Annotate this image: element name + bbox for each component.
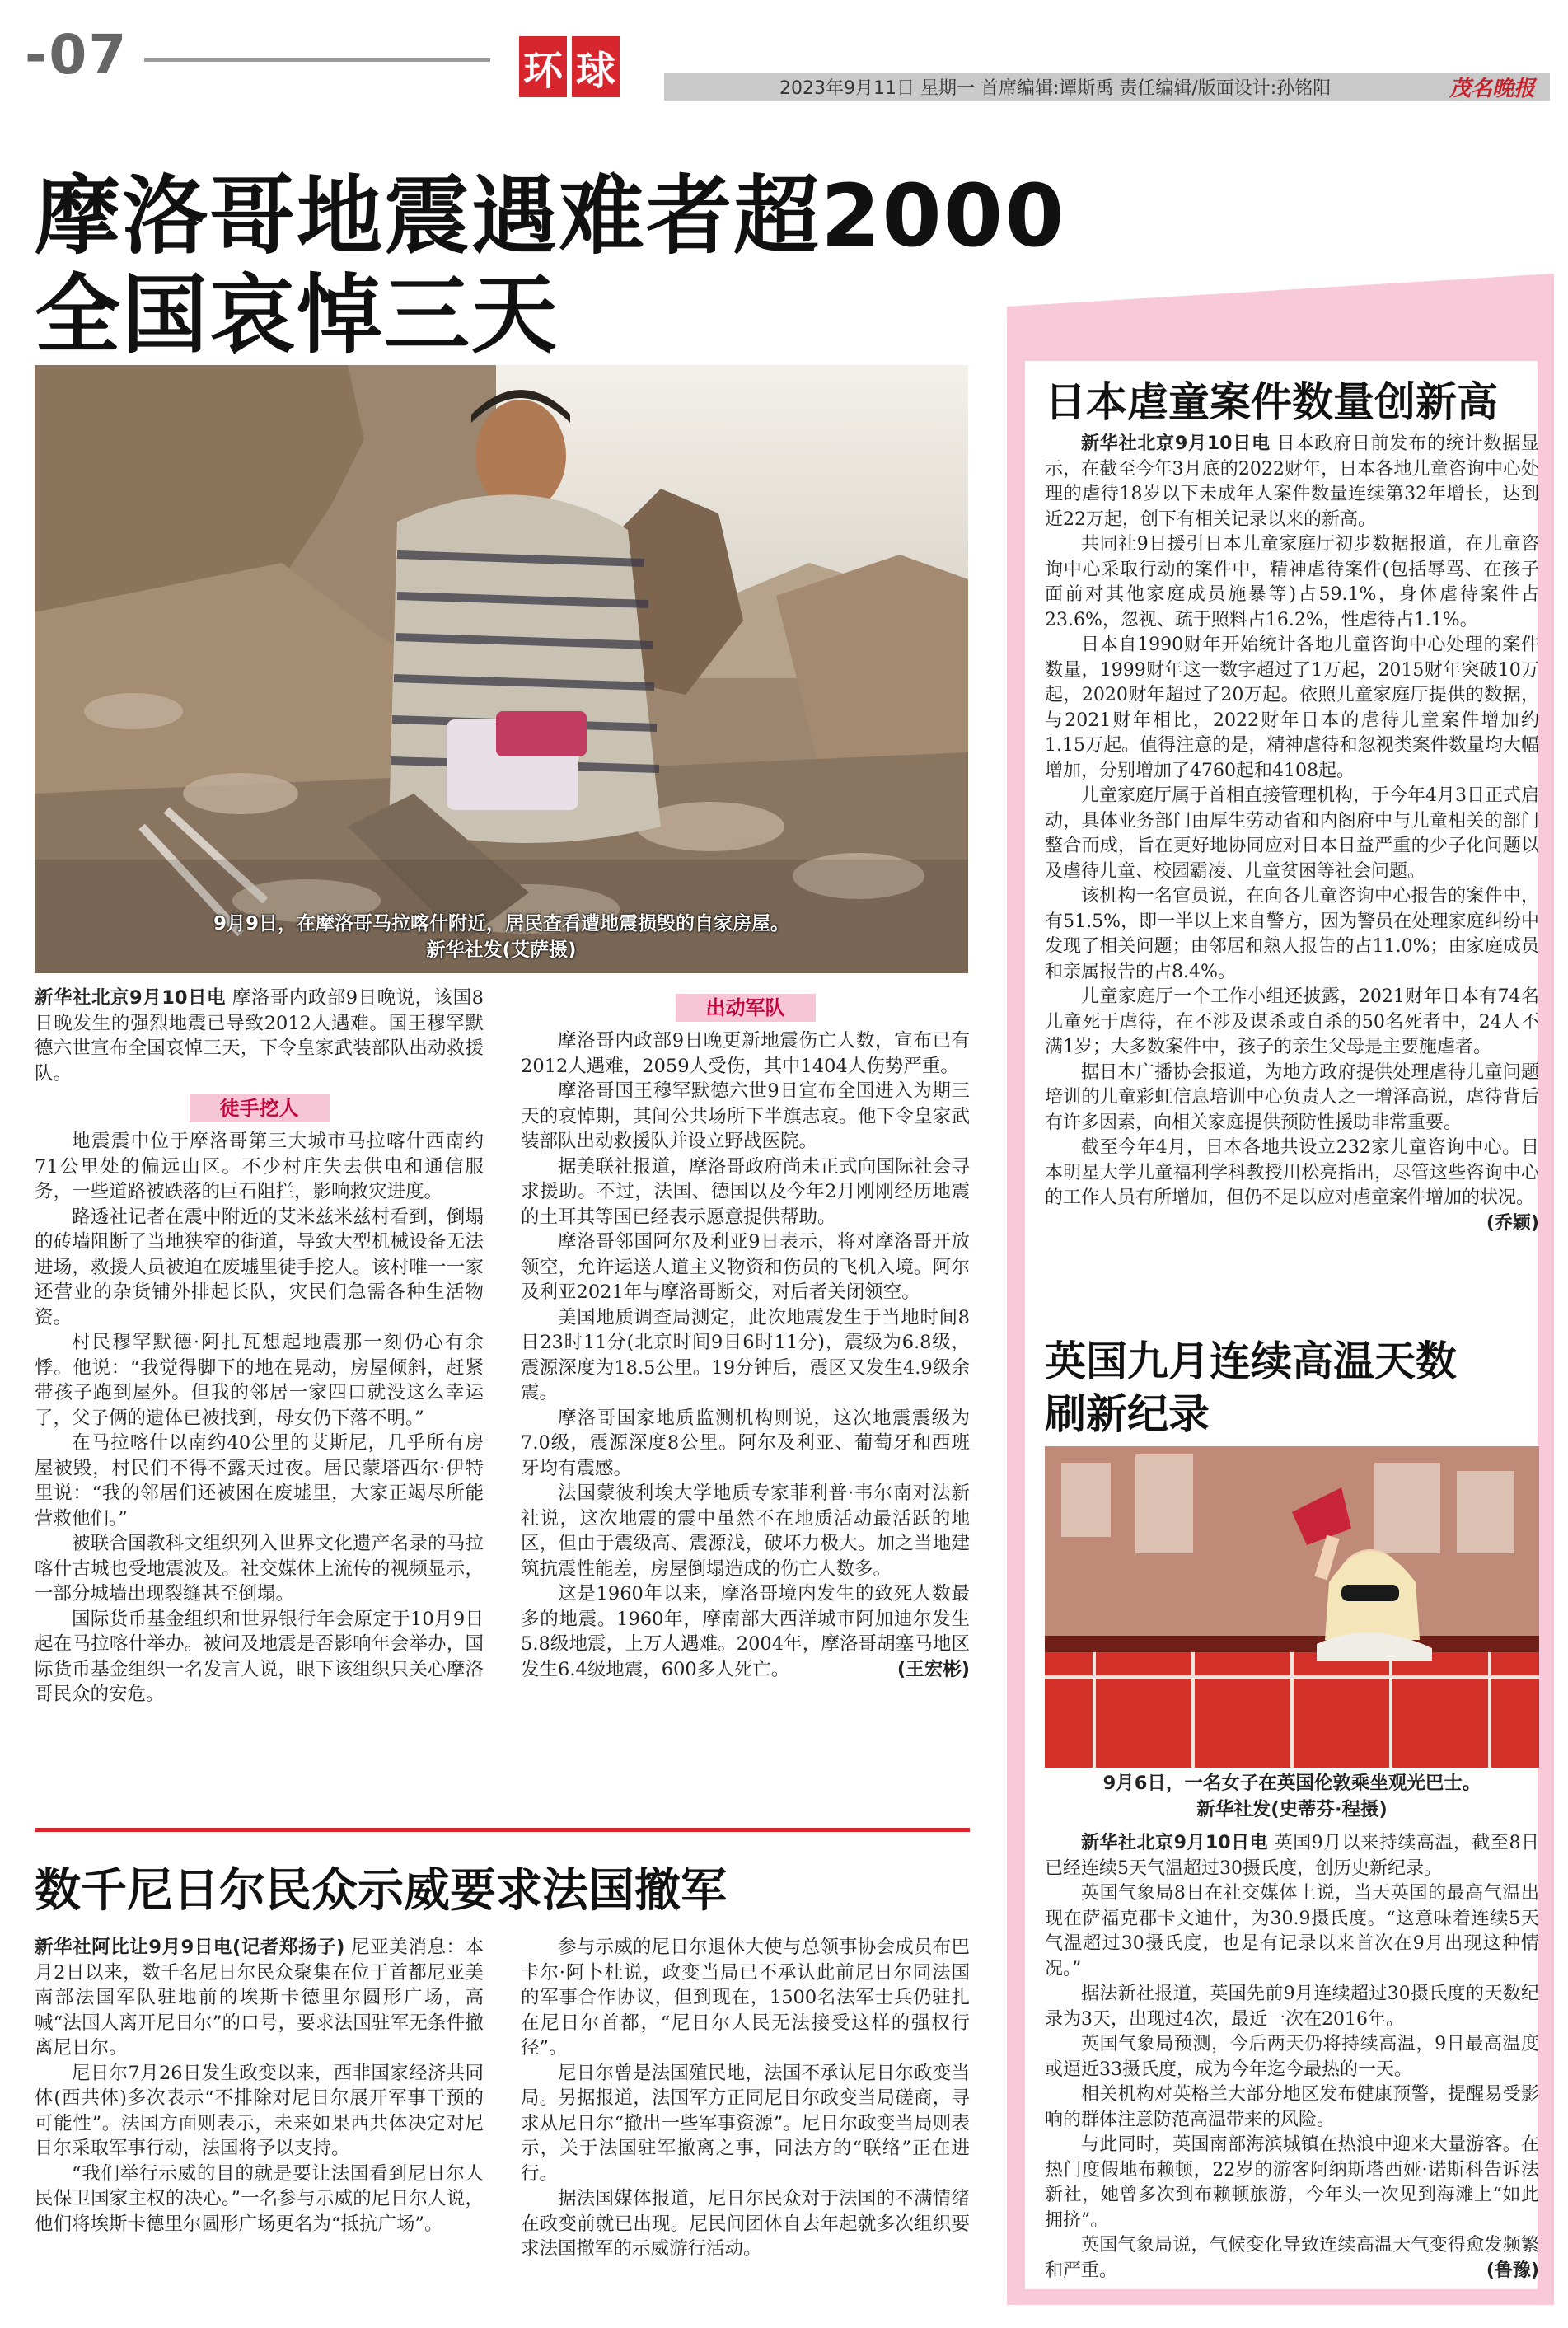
main-story-column-2 (521, 986, 970, 1682)
earthquake-photo (35, 365, 968, 973)
japan-headline: 日本虐童案件数量创新高 (1045, 378, 1498, 426)
main-story-column-1 (35, 986, 484, 1707)
lead-text: 英国9月以来持续高温，截至8日已经连续5天气温超过30摄氏度，创历史新纪录。 (1045, 1833, 1539, 1879)
uk-photo-caption (1045, 1770, 1539, 1823)
paragraph: 地震震中位于摩洛哥第三大城市马拉喀什西南约71公里处的偏远山区。不少村庄失去供电和通信服务，一些道路被跌落的巨石阻拦，影响救灾进度。 (35, 1131, 484, 1202)
dateline: 新华社阿比让9月9日电(记者郑扬子) (35, 1937, 345, 1958)
byline: (乔颖) (1486, 1212, 1539, 1234)
section-label (519, 36, 620, 97)
paragraph: 据法新社报道，英国先前9月连续超过30摄氏度的天数纪录为3天，出现过4次，最近一次在2016年。 (1045, 1984, 1539, 2030)
main-headline-line1: 摩洛哥地震遇难者超2000 (35, 166, 1066, 266)
paragraph: 日本自1990财年开始统计各地儿童咨询中心处理的案件数量，1999财年这一数字超过了1万起，2015财年突破10万起，2020财年超过了20万起。依照儿童家庭厅提供的数据，与2021财年相比，2022财年日本的虐待儿童案件增加约1.15万起。值得注意的是，精神虐待和忽视类案件数量均大幅增加，分别增加了4760起和4108起。 (1045, 635, 1539, 781)
paragraph: 法国蒙彼利埃大学地质专家菲利普·韦尔南对法新社说，这次地震的震中虽然不在地质活动最活跃的地区，但由于震级高、震源浅，破坏力极大。加之当地建筑抗震性能差，房屋倒塌造成的伤亡人数多。 (521, 1483, 970, 1580)
paragraph-text: 英国气象局说，气候变化导致连续高温天气变得愈发频繁和严重。 (1045, 2235, 1539, 2281)
dateline: 新华社北京9月10日电 (1081, 1833, 1269, 1853)
paragraph: 该机构一名官员说，在向各儿童咨询中心报告的案件中，有51.5%，即一半以上来自警方，因为警员在处理家庭纠纷中发现了相关问题；由邻居和熟人报告的占11.0%；由家庭成员和亲属报告的占8.4%。 (1045, 886, 1539, 982)
article-lead (1045, 1831, 1539, 1881)
paragraph: 儿童家庭厅属于首相直接管理机构，于今年4月3日正式启动，具体业务部门由厚生劳动省和内阁府中与儿童相关的部门整合而成，旨在更好地协同应对日本日益严重的少子化问题以及虐待儿童、校园霸凌、儿童贫困等社会问题。 (1045, 785, 1539, 882)
header-rule (144, 58, 490, 62)
lead-text: 摩洛哥内政部9日晚说，该国8日晚发生的强烈地震已导致2012人遇难。国王穆罕默德六世宣布全国哀悼三天，下令皇家武装部队出动救援队。 (35, 987, 484, 1084)
paragraph: 儿童家庭厅一个工作小组还披露，2021财年日本有74名儿童死于虐待，在不涉及谋杀或自杀的50名死者中，24人不满1岁；大多数案件中，孩子的亲生父母是主要施虐者。 (1045, 986, 1539, 1057)
earthquake-rubble-photo-icon (35, 365, 968, 973)
paragraph: 国际货币基金组织和世界银行年会原定于10月9日起在马拉喀什举办。被问及地震是否影响年会举办，国际货币基金组织一名发言人说，眼下该组织只关心摩洛哥民众的安危。 (35, 1608, 484, 1705)
paragraph: 据法国媒体报道，尼日尔民众对于法国的不满情绪在政变前就已出现。尼民间团体自去年起就多次组织要求法国撤军的示威游行活动。 (521, 2188, 970, 2260)
paragraph: 摩洛哥国王穆罕默德六世9日宣布全国进入为期三天的哀悼期，其间公共场所下半旗志哀。他下令皇家武装部队出动救援队并设立野战医院。 (521, 1080, 970, 1152)
paragraph: 相关机构对英格兰大部分地区发布健康预警，提醒易受影响的群体注意防范高温带来的风险。 (1045, 2084, 1539, 2130)
paragraph: 在马拉喀什以南约40公里的艾斯尼，几乎所有房屋被毁，村民们不得不露天过夜。居民蒙塔西尔·伊特里说：“我的邻居们还被困在废墟里，大家正竭尽所能营救他们。” (35, 1432, 484, 1529)
photo-caption-credit: 新华社发(艾萨摄) (426, 939, 577, 961)
article-lead (35, 986, 484, 1086)
byline: (鲁豫) (1486, 2260, 1539, 2281)
paragraph: 尼日尔曾是法国殖民地，法国不承认尼日尔政变当局。另据报道，法国军方正同尼日尔政变当局磋商，寻求从尼日尔“撤出一些军事资源”。尼日尔政变当局则表示，关于法国驻军撤离之事，同法方的“联络”正在进行。 (521, 2062, 970, 2185)
paragraph-text: 这是1960年以来，摩洛哥境内发生的致死人数最多的地震。1960年，摩南部大西洋城市阿加迪尔发生5.8级地震，上万人遇难。2004年，摩洛哥胡塞马地区发生6.4级地震，600多人死亡。 (521, 1583, 970, 1680)
paragraph: 共同社9日援引日本儿童家庭厅初步数据报道，在儿童咨询中心采取行动的案件中，精神虐待案件(包括辱骂、在孩子面前对其他家庭成员施暴等)占59.1%，身体虐待案件占23.6%，忽视、疏于照料占16.2%，性虐待占1.1%。 (1045, 534, 1539, 630)
photo-caption (35, 911, 968, 963)
paragraph: 村民穆罕默德·阿扎瓦想起地震那一刻仍心有余悸。他说：“我觉得脚下的地在晃动，房屋倾斜，赶紧带孩子跑到屋外。但我的邻居一家四口就没这么幸运了，父子俩的遗体已被找到，母女仍下落不明。” (35, 1332, 484, 1429)
uk-headline-line1: 英国九月连续高温天数 (1045, 1337, 1457, 1385)
subhead: 出动军队 (676, 994, 816, 1022)
dateline: 新华社北京9月10日电 (35, 987, 227, 1009)
main-headline-line2: 全国哀悼三天 (35, 265, 559, 365)
lead-text: 尼亚美消息：本月2日以来，数千名尼日尔民众聚集在位于首都尼亚美南部法国军队驻地前的埃斯卡德里尔圆形广场，高喊“法国人离开尼日尔”的口号，要求法国驻军无条件撤离尼日尔。 (35, 1937, 484, 2059)
paragraph: 尼日尔7月26日发生政变以来，西非国家经济共同体(西共体)多次表示“不排除对尼日尔展开军事干预的可能性”。法国方面则表示，未来如果西共体决定对尼日尔采取军事行动，法国将予以支持。 (35, 2062, 484, 2159)
uk-photo (1045, 1446, 1539, 1768)
header-bar (664, 73, 1550, 101)
paragraph: 据日本广播协会报道，为地方政府提供处理虐待儿童问题培训的儿童彩虹信息培训中心负责人之一增泽高说，虐待背后有许多因素，向相关家庭提供预防性援助非常重要。 (1045, 1061, 1539, 1133)
niger-column-2 (521, 1935, 970, 2262)
paragraph: 摩洛哥内政部9日晚更新地震伤亡人数，宣布已有2012人遇难，2059人受伤，其中1404人伤势严重。 (521, 1030, 970, 1077)
paragraph: 路透社记者在震中附近的艾米兹米兹村看到，倒塌的砖墙阻断了当地狭窄的街道，导致大型机械设备无法进场，救援人员被迫在废墟里徒手挖人。该村唯一一家还营业的杂货铺外排起长队，灾民们急需各种生活物资。 (35, 1206, 484, 1328)
tourist-bus-heat-photo-icon (1045, 1446, 1539, 1768)
page-number: -07 (25, 23, 129, 87)
niger-headline: 数千尼日尔民众示威要求法国撤军 (35, 1864, 727, 1918)
paragraph: 被联合国教科文组织列入世界文化遗产名录的马拉喀什古城也受地震波及。社交媒体上流传的视频显示，一部分城墙出现裂缝甚至倒塌。 (35, 1533, 484, 1604)
issue-info: 2023年9月11日 星期一 首席编辑:谭斯禹 责任编辑/版面设计:孙铭阳 (779, 77, 1332, 99)
sidebar-panel-tab (1007, 274, 1554, 307)
paragraph: 据美联社报道，摩洛哥政府尚未正式向国际社会寻求援助。不过，法国、德国以及今年2月刚刚经历地震的土耳其等国已经表示愿意提供帮助。 (521, 1155, 970, 1228)
newspaper-logo: 茂名晚报 (1449, 76, 1535, 101)
article-lead (35, 1935, 484, 2061)
photo-caption-line1: 9月9日，在摩洛哥马拉喀什附近，居民查看遭地震损毁的自家房屋。 (213, 913, 789, 934)
dateline: 新华社北京9月10日电 (1081, 433, 1271, 454)
lead-text: 日本政府日前发布的统计数据显示，在截至今年3月底的2022财年，日本各地儿童咨询中心处理的虐待18岁以下未成年人案件数量连续第32年增长，达到近22万起，创下有相关记录以来的新高。 (1045, 433, 1539, 530)
section-divider (35, 1828, 970, 1832)
byline: (王宏彬) (896, 1658, 970, 1680)
section-char: 环 (519, 36, 567, 97)
uk-story (1045, 1831, 1539, 2284)
paragraph (521, 1581, 970, 1682)
section-char: 球 (572, 36, 620, 97)
paragraph: “我们举行示威的目的就是要让法国看到尼日尔人民保卫国家主权的决心。”一名参与示威的尼日尔人说，他们将埃斯卡德里尔圆形广场更名为“抵抗广场”。 (35, 2162, 484, 2235)
uk-photo-caption-credit: 新华社发(史蒂芬·程摄) (1196, 1799, 1388, 1820)
niger-column-1 (35, 1935, 484, 2237)
paragraph (1045, 1136, 1539, 1234)
paragraph-text: 截至今年4月，日本各地共设立232家儿童咨询中心。日本明星大学儿童福利学科教授川松亮指出，尽管这些咨询中心的工作人员有所增加，但仍不足以应对虐童案件增加的状况。 (1045, 1137, 1539, 1208)
paragraph: 英国气象局8日在社交媒体上说，当天英国的最高气温出现在萨福克郡卡文迪什，为30.9摄氏度。“这意味着连续5天气温超过30摄氏度，也是有记录以来首次在9月出现这种情况。” (1045, 1883, 1539, 1979)
paragraph: 参与示威的尼日尔退休大使与总领事协会成员布巴卡尔·阿卜杜说，政变当局已不承认此前尼日尔同法国的军事合作协议，但到现在，1500名法军士兵仍驻扎在尼日尔首都，“尼日尔人民无法接受这样的强权行径”。 (521, 1937, 970, 2059)
paragraph: 英国气象局预测，今后两天仍将持续高温，9日最高温度或逼近33摄氏度，成为今年迄今最热的一天。 (1045, 2034, 1539, 2080)
paragraph: 摩洛哥国家地质监测机构则说，这次地震震级为7.0级，震源深度8公里。阿尔及利亚、葡萄牙和西班牙均有震感。 (521, 1407, 970, 1479)
paragraph: 与此同时，英国南部海滨城镇在热浪中迎来大量游客。在热门度假地布赖顿，22岁的游客阿纳斯塔西娅·诺斯科告诉法新社，她曾多次到布赖顿旅游，今年头一次见到海滩上“如此拥挤”。 (1045, 2134, 1539, 2231)
paragraph (1045, 2233, 1539, 2284)
subhead: 徒手挖人 (190, 1094, 330, 1122)
paragraph: 美国地质调查局测定，此次地震发生于当地时间8日23时11分(北京时间9日6时11分)，震级为6.8级，震源深度为18.5公里。19分钟后，震区又发生4.9级余震。 (521, 1306, 970, 1403)
paragraph: 摩洛哥邻国阿尔及利亚9日表示，将对摩洛哥开放领空，允许运送人道主义物资和伤员的飞机入境。阿尔及利亚2021年与摩洛哥断交，对后者关闭领空。 (521, 1231, 970, 1303)
uk-headline-line2: 刷新纪录 (1045, 1390, 1210, 1438)
japan-story (1045, 432, 1539, 1236)
uk-photo-caption-line1: 9月6日，一名女子在英国伦敦乘坐观光巴士。 (1102, 1773, 1481, 1794)
article-lead (1045, 432, 1539, 532)
